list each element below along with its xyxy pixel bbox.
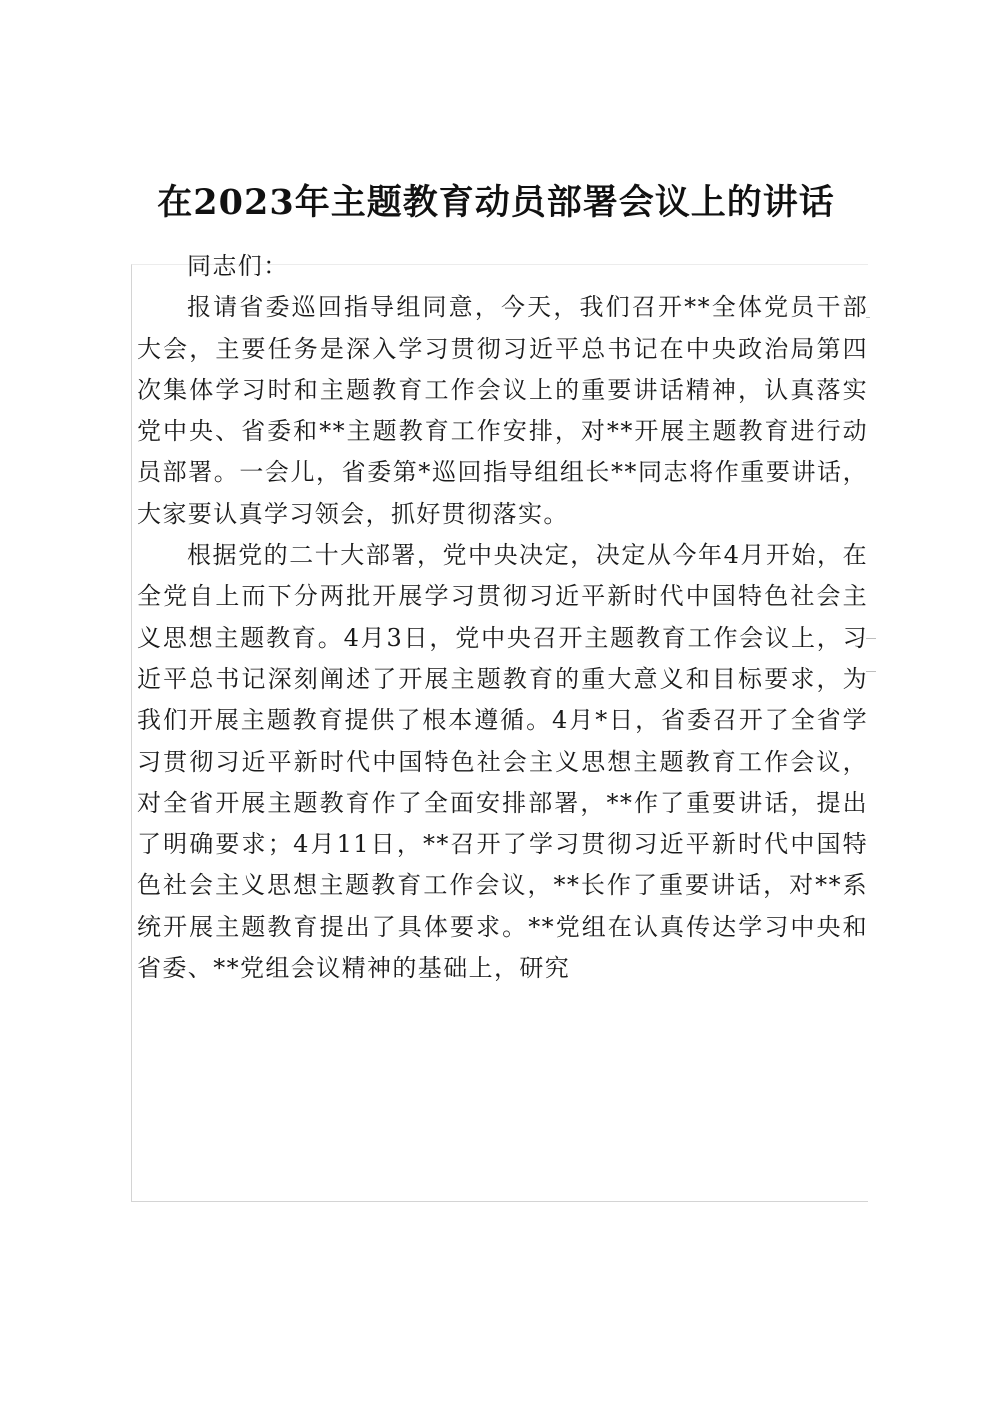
paragraph-2: 根据党的二十大部署，党中央决定，决定从今年4月开始，在全党自上而下分两批开展学习贯彻习近平新时代中国特色社会主义思想主题教育。4月3日，党中央召开主题教育工作会议上，习近平总书记深刻阐述了开展主题教育的重大意义和目标要求，为我们开展主题教育提供了根本遵循。4月*日，省委召开了全省学习贯彻习近平新时代中国特色社会主义思想主题教育工作会议，对全省开展主题教育作了全面安排部署，**作了重要讲话，提出了明确要求；4月11日，**召开了学习贯彻习近平新时代中国特色社会主义思想主题教育工作会议，**长作了重要讲话，对**系统开展主题教育提出了具体要求。**党组在认真传达学习中央和省委、**党组会议精神的基础上，研究 xyxy=(137,541,868,983)
greeting: 同志们： xyxy=(187,252,289,280)
document-title: 在2023年主题教育动员部署会议上的讲话 xyxy=(157,182,835,223)
document-body xyxy=(137,246,868,989)
paragraph-1: 报请省委巡回指导组同意，今天，我们召开**全体党员干部大会，主要任务是深入学习贯彻习近平总书记在中央政治局第四次集体学习时和主题教育工作会议上的重要讲话精神，认真落实党中央、省委和**主题教育工作安排，对**开展主题教育进行动员部署。一会儿，省委第*巡回指导组组长**同志将作重要讲话，大家要认真学习领会，抓好贯彻落实。 xyxy=(137,293,868,528)
